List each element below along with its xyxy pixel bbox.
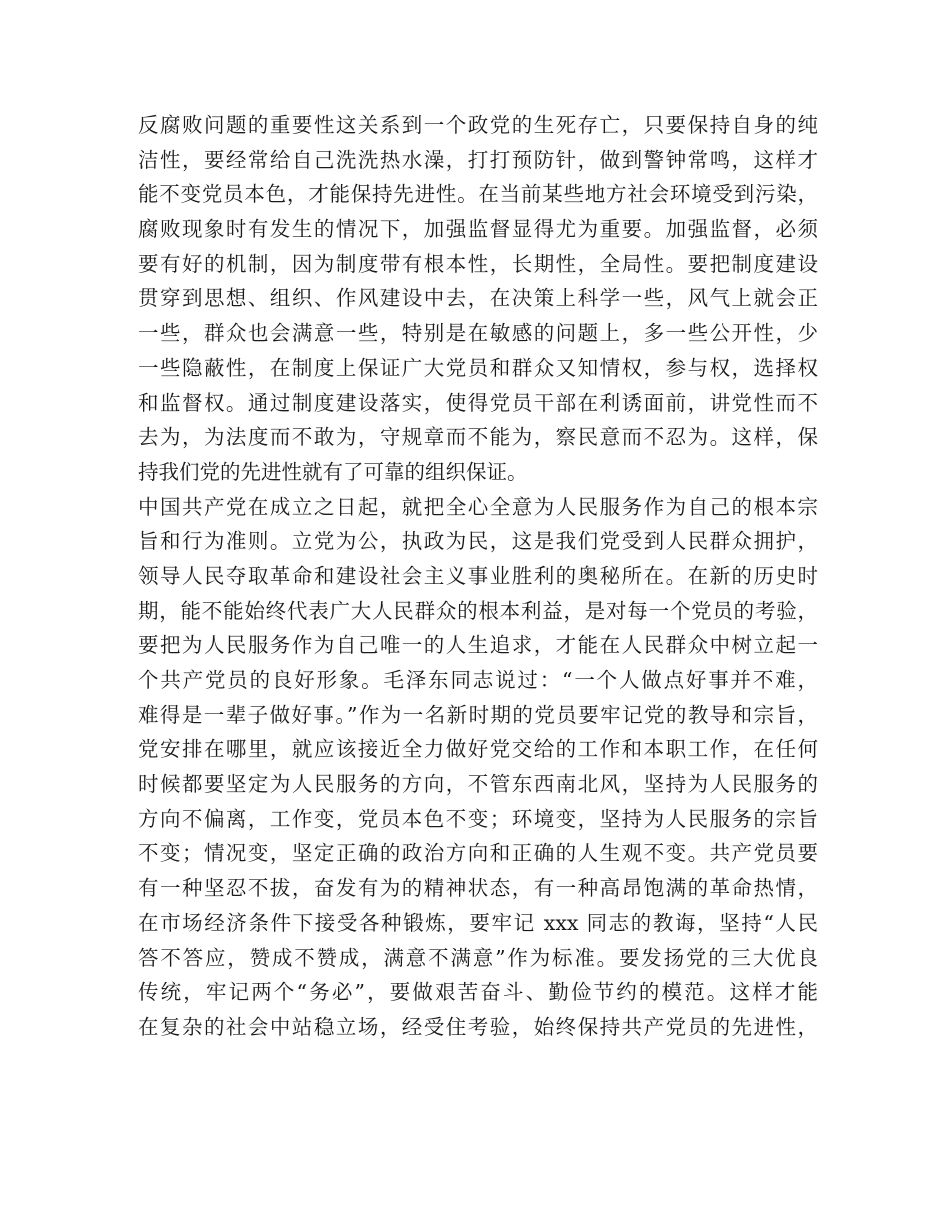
paragraph-2-line: 旨和行为准则。立党为公，执政为民，这是我们党受到人民群众拥护， bbox=[138, 529, 818, 554]
paragraph-1-line: 要有好的机制，因为制度带有根本性，长期性，全局性。要把制度建设 bbox=[138, 251, 818, 276]
paragraph-2-line: 不变；情况变，坚定正确的政治方向和正确的人生观不变。共产党员要 bbox=[138, 841, 818, 866]
paragraph-2-line: 中国共产党在成立之日起，就把全心全意为人民服务作为自己的根本宗 bbox=[138, 494, 818, 519]
paragraph-2-line: 要把为人民服务作为自己唯一的人生追求，才能在人民群众中树立起一 bbox=[138, 633, 818, 658]
paragraph-1-line: 能不变党员本色，才能保持先进性。在当前某些地方社会环境受到污染， bbox=[138, 182, 818, 207]
paragraph-2-line: 期，能不能始终代表广大人民群众的根本利益，是对每一个党员的考验， bbox=[138, 598, 818, 623]
paragraph-2-line: 在复杂的社会中站稳立场，经受住考验，始终保持共产党员的先进性， bbox=[138, 1014, 818, 1039]
paragraph-2-line: 有一种坚忍不拔，奋发有为的精神状态，有一种高昂饱满的革命热情， bbox=[138, 876, 818, 901]
paragraph-2-line: 领导人民夺取革命和建设社会主义事业胜利的奥秘所在。在新的历史时 bbox=[138, 563, 818, 588]
paragraph-1-line: 一些隐蔽性，在制度上保证广大党员和群众又知情权，参与权，选择权 bbox=[138, 355, 818, 380]
paragraph-1-line: 贯穿到思想、组织、作风建设中去，在决策上科学一些，风气上就会正 bbox=[138, 286, 818, 311]
paragraph-2-line: 方向不偏离，工作变，党员本色不变；环境变，坚持为人民服务的宗旨 bbox=[138, 806, 818, 831]
paragraph-2-line: 传统，牢记两个“务必”，要做艰苦奋斗、勤俭节约的模范。这样才能 bbox=[138, 980, 818, 1005]
paragraph-2-line: 难得是一辈子做好事。”作为一名新时期的党员要牢记党的教导和宗旨， bbox=[138, 702, 818, 727]
body-text bbox=[138, 108, 818, 1045]
paragraph-2-line: 在市场经济条件下接受各种锻炼，要牢记 xxx 同志的教诲，坚持“人民 bbox=[138, 910, 818, 935]
paragraph-1-line: 持我们党的先进性就有了可靠的组织保证。 bbox=[138, 459, 528, 484]
paragraph-1-line: 和监督权。通过制度建设落实，使得党员干部在利诱面前，讲党性而不 bbox=[138, 390, 818, 415]
paragraph-2-line: 答不答应，赞成不赞成，满意不满意”作为标准。要发扬党的三大优良 bbox=[138, 945, 818, 970]
paragraph-1-line: 一些，群众也会满意一些，特别是在敏感的问题上，多一些公开性，少 bbox=[138, 321, 818, 346]
paragraph-2-line: 党安排在哪里，就应该接近全力做好党交给的工作和本职工作，在任何 bbox=[138, 737, 818, 762]
paragraph-1-line: 腐败现象时有发生的情况下，加强监督显得尤为重要。加强监督，必须 bbox=[138, 217, 818, 242]
paragraph-1-line: 去为，为法度而不敢为，守规章而不能为，察民意而不忍为。这样，保 bbox=[138, 425, 818, 450]
paragraph-1-line: 反腐败问题的重要性这关系到一个政党的生死存亡，只要保持自身的纯 bbox=[138, 113, 818, 137]
paragraph-2-line: 时候都要坚定为人民服务的方向，不管东西南北风，坚持为人民服务的 bbox=[138, 772, 818, 797]
paragraph-2-line: 个共产党员的良好形象。毛泽东同志说过：“一个人做点好事并不难， bbox=[138, 668, 818, 692]
paragraph-1-line: 洁性，要经常给自己洗洗热水澡，打打预防针，做到警钟常鸣，这样才 bbox=[138, 147, 818, 172]
